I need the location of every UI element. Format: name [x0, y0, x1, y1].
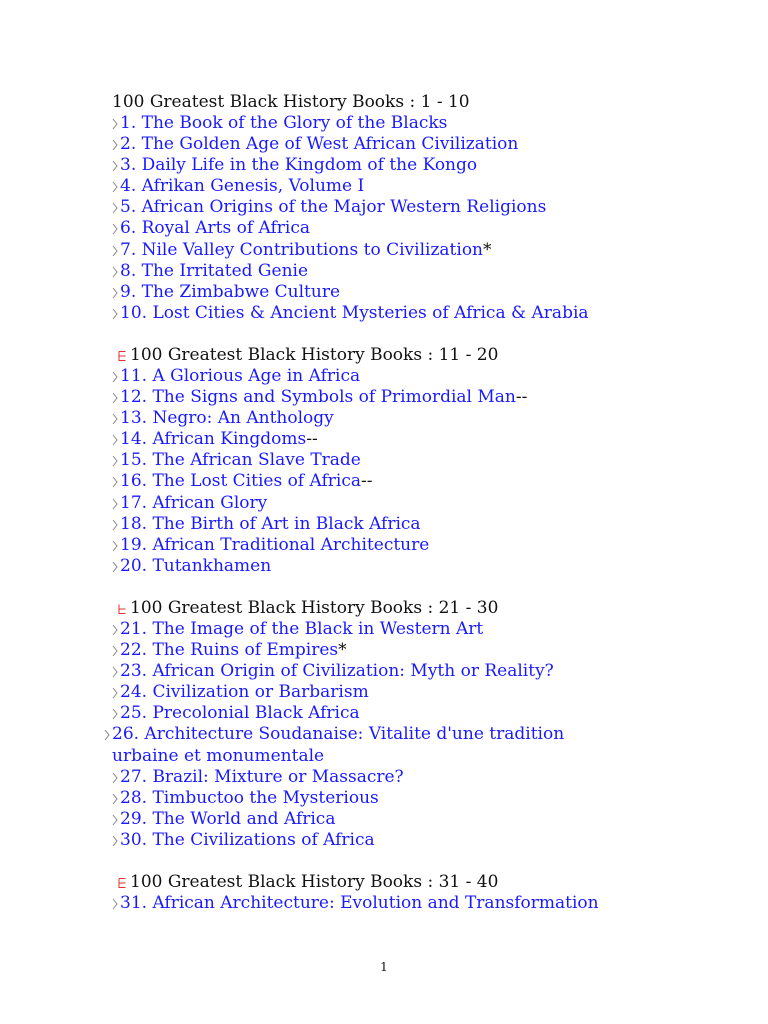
- chevron-right-icon: [112, 708, 118, 720]
- list-item[interactable]: [112, 429, 752, 450]
- item-suffix: --: [515, 387, 528, 408]
- book-link[interactable]: 17. African Glory: [120, 492, 268, 513]
- chevron-right-icon: [112, 519, 118, 531]
- chevron-right-icon: [104, 729, 110, 741]
- book-link[interactable]: 20. Tutankhamen: [120, 555, 272, 576]
- chevron-right-icon: [112, 898, 118, 910]
- chevron-right-icon: [112, 498, 118, 510]
- book-link[interactable]: 16. The Lost Cities of Africa: [120, 471, 361, 492]
- book-link[interactable]: 21. The Image of the Black in Western Art: [120, 619, 484, 639]
- book-link[interactable]: 25. Precolonial Black Africa: [120, 703, 360, 724]
- chevron-right-icon: [112, 835, 118, 847]
- book-link[interactable]: 22. The Ruins of Empires: [120, 640, 339, 661]
- list-item[interactable]: [112, 809, 752, 830]
- list-item[interactable]: [112, 619, 752, 640]
- list-item[interactable]: [112, 640, 752, 661]
- list-item[interactable]: [112, 155, 752, 176]
- list-item[interactable]: [112, 303, 752, 324]
- list-item[interactable]: [112, 514, 752, 535]
- chevron-right-icon: [112, 266, 118, 278]
- book-link[interactable]: 23. African Origin of Civilization: Myth or Reality?: [120, 661, 554, 682]
- list-item[interactable]: [112, 535, 752, 556]
- book-link[interactable]: 18. The Birth of Art in Black Africa: [120, 513, 421, 534]
- item-suffix: --: [306, 429, 318, 450]
- section-heading: 100 Greatest Black History Books : 11 - 20: [130, 345, 499, 365]
- section-11-20: [112, 345, 752, 577]
- book-link[interactable]: 6. Royal Arts of Africa: [120, 218, 311, 239]
- section-heading: 100 Greatest Black History Books : 1 - 10: [112, 92, 470, 112]
- list-item[interactable]: [112, 471, 752, 492]
- book-link[interactable]: 28. Timbuctoo the Mysterious: [120, 787, 379, 808]
- list-item[interactable]: [112, 556, 752, 577]
- chevron-right-icon: [112, 392, 118, 404]
- chevron-right-icon: [112, 413, 118, 425]
- book-link[interactable]: 3. Daily Life in the Kingdom of the Kongo: [120, 155, 478, 176]
- chevron-right-icon: [112, 139, 118, 151]
- list-item[interactable]: [112, 197, 752, 218]
- chevron-right-icon: [112, 476, 118, 488]
- chevron-right-icon: [112, 308, 118, 320]
- chevron-right-icon: [112, 223, 118, 235]
- bookmark-tree-icon[interactable]: [118, 351, 126, 361]
- book-link[interactable]: 24. Civilization or Barbarism: [120, 682, 369, 703]
- chevron-right-icon: [112, 561, 118, 573]
- chevron-right-icon: [112, 160, 118, 172]
- list-item[interactable]: [112, 408, 752, 429]
- book-link[interactable]: 12. The Signs and Symbols of Primordial Man: [120, 387, 516, 408]
- book-list: [112, 893, 752, 914]
- chevron-right-icon: [112, 540, 118, 552]
- section-31-40: [112, 872, 752, 914]
- section-heading: 100 Greatest Black History Books : 21 - 30: [130, 598, 499, 618]
- page-number: 1: [380, 960, 388, 974]
- book-link[interactable]: 31. African Architecture: Evolution and Transformation: [120, 893, 599, 913]
- book-link[interactable]: 11. A Glorious Age in Africa: [120, 366, 361, 386]
- chevron-right-icon: [112, 181, 118, 193]
- chevron-right-icon: [112, 666, 118, 678]
- chevron-right-icon: [112, 371, 118, 383]
- list-item[interactable]: [112, 830, 752, 851]
- list-item[interactable]: [112, 682, 752, 703]
- book-link[interactable]: 26. Architecture Soudanaise: Vitalite d'une tradition urbaine et monumentale: [112, 724, 565, 766]
- item-suffix: *: [483, 239, 492, 260]
- list-item[interactable]: [112, 387, 752, 408]
- chevron-right-icon: [112, 287, 118, 299]
- chevron-right-icon: [112, 118, 118, 130]
- chevron-right-icon: [112, 624, 118, 636]
- book-list: [112, 366, 752, 577]
- section-heading-row: [112, 345, 752, 366]
- item-suffix: --: [361, 471, 373, 492]
- list-item[interactable]: [112, 366, 752, 387]
- list-item[interactable]: [112, 450, 752, 471]
- book-list: [112, 113, 752, 324]
- list-item[interactable]: [112, 788, 752, 809]
- book-link[interactable]: 7. Nile Valley Contributions to Civilization: [120, 239, 484, 260]
- list-item[interactable]: [104, 724, 752, 766]
- chevron-right-icon: [112, 687, 118, 699]
- item-suffix: *: [338, 640, 347, 661]
- list-item[interactable]: [112, 661, 752, 682]
- list-item[interactable]: [112, 240, 752, 261]
- book-link[interactable]: 15. The African Slave Trade: [120, 450, 361, 471]
- book-link[interactable]: 8. The Irritated Genie: [120, 260, 309, 281]
- chevron-right-icon: [112, 772, 118, 784]
- chevron-right-icon: [112, 455, 118, 467]
- list-item[interactable]: [112, 134, 752, 155]
- book-link[interactable]: 14. African Kingdoms: [120, 429, 307, 450]
- list-item[interactable]: [112, 261, 752, 282]
- book-link[interactable]: 29. The World and Africa: [120, 808, 336, 829]
- list-item[interactable]: [112, 176, 752, 197]
- chevron-right-icon: [112, 202, 118, 214]
- section-1-10: [112, 92, 752, 324]
- list-item[interactable]: [112, 893, 752, 914]
- list-item[interactable]: [112, 703, 752, 724]
- chevron-right-icon: [112, 814, 118, 826]
- book-link[interactable]: 1. The Book of the Glory of the Blacks: [120, 113, 448, 133]
- book-link[interactable]: 27. Brazil: Mixture or Massacre?: [120, 766, 404, 787]
- list-item[interactable]: [112, 767, 752, 788]
- chevron-right-icon: [112, 793, 118, 805]
- bookmark-tree-icon[interactable]: [118, 878, 126, 888]
- list-item[interactable]: [112, 218, 752, 239]
- book-link[interactable]: 13. Negro: An Anthology: [120, 408, 334, 429]
- section-21-30: [112, 598, 752, 851]
- book-link[interactable]: 5. African Origins of the Major Western Religions: [120, 197, 547, 218]
- book-link[interactable]: 4. Afrikan Genesis, Volume I: [120, 176, 365, 197]
- chevron-right-icon: [112, 434, 118, 446]
- book-link[interactable]: 2. The Golden Age of West African Civilization: [120, 134, 519, 155]
- book-link[interactable]: 19. African Traditional Architecture: [120, 534, 430, 555]
- chevron-right-icon: [112, 645, 118, 657]
- book-link[interactable]: 30. The Civilizations of Africa: [120, 829, 375, 850]
- bookmark-tree-icon[interactable]: [118, 604, 126, 614]
- book-link[interactable]: 9. The Zimbabwe Culture: [120, 281, 341, 302]
- chevron-right-icon: [112, 245, 118, 257]
- section-heading-row: [112, 598, 752, 619]
- list-item[interactable]: [112, 282, 752, 303]
- book-list: [112, 619, 752, 851]
- section-heading: 100 Greatest Black History Books : 31 - 40: [130, 872, 499, 892]
- list-item[interactable]: [112, 493, 752, 514]
- list-item[interactable]: [112, 113, 752, 134]
- book-link[interactable]: 10. Lost Cities & Ancient Mysteries of Africa & Arabia: [120, 302, 589, 323]
- section-heading-row: [112, 872, 752, 893]
